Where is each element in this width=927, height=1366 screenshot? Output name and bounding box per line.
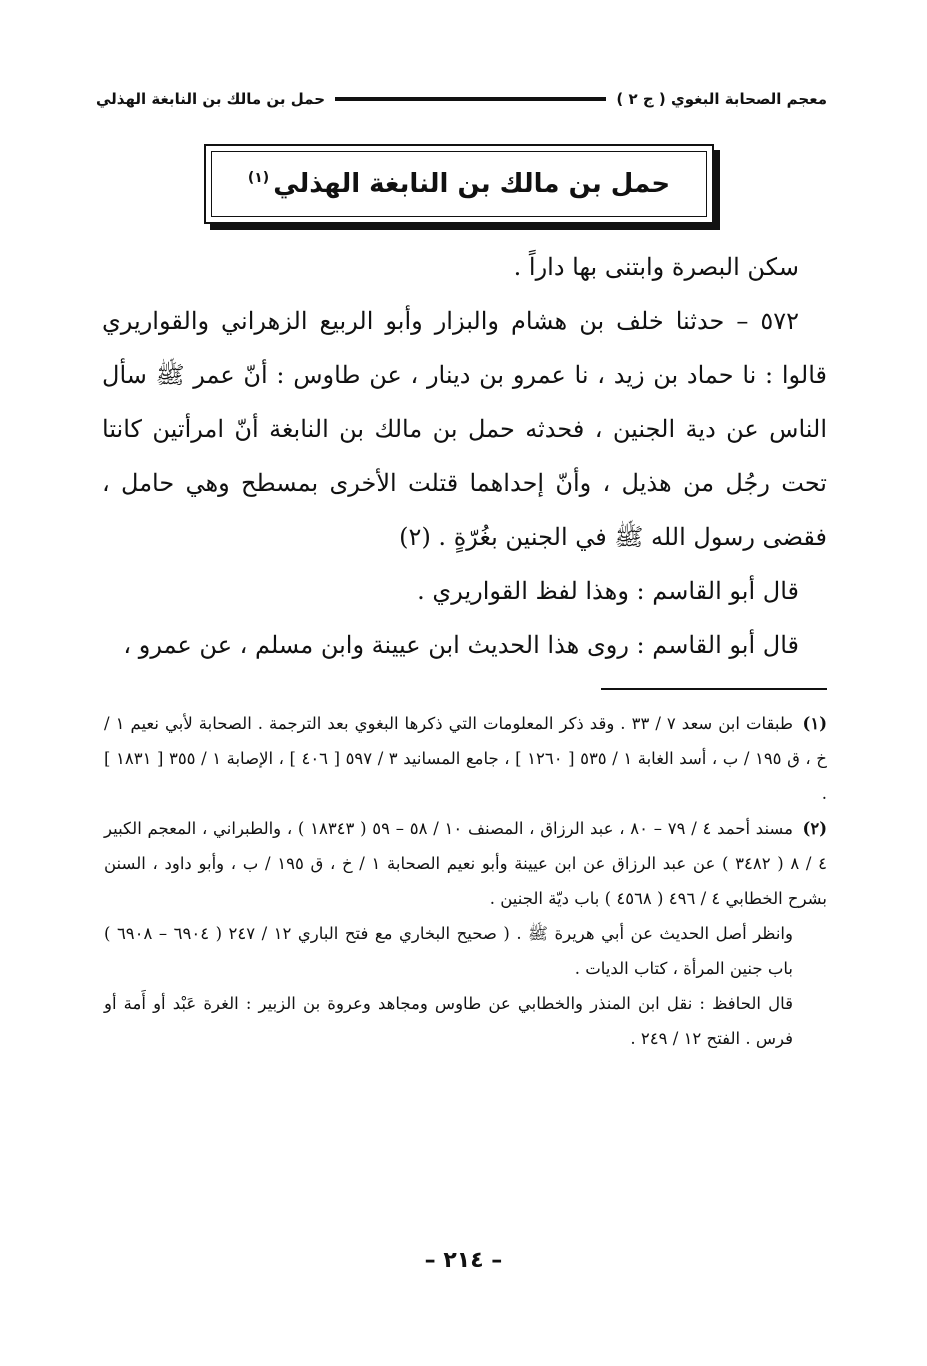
footnote-2-continued: قال الحافظ : نقل ابن المنذر والخطابي عن طاوس ومجاهد وعروة بن الزبير : الغرة عَبْد أو أَمة أو فرس . الفتح ١٢ / ٢٤٩ .	[104, 994, 793, 1048]
entry-title-box	[204, 144, 714, 224]
footnote-text: مسند أحمد ٤ / ٧٩ – ٨٠ ، عبد الرزاق ، المصنف ١٠ / ٥٨ – ٥٩ ( ١٨٣٤٣ ) ، والطبراني ، المعجم الكبير ٤ / ٨ ( ٣٤٨٢ ) عن عبد الرزاق عن ابن عيينة وأبو نعيم الصحابة ١ / خ ، ق ١٩٥ / ب ، وأبو داود ، السنن بشرح الخطابي ٤ / ٤٩٦ ( ٤٥٦٨ ) باب ديّة الجنين .	[104, 819, 827, 908]
header-rule	[335, 97, 606, 101]
footnote-2-continued: وانظر أصل الحديث عن أبي هريرة ﷺ . ( صحيح البخاري مع فتح الباري ١٢ / ٢٤٧ ( ٦٩٠٤ – ٦٩٠٨ ) باب جنين المرأة ، كتاب الديات .	[104, 924, 793, 978]
page-number: – ٢١٤ –	[424, 1248, 503, 1273]
footnote-number: (١)	[802, 714, 828, 733]
header-entry-title: حمل بن مالك بن النابغة الهذلي	[96, 90, 326, 108]
body-paragraph: سكن البصرة وابتنى بها داراً .	[513, 253, 799, 281]
hadith-paragraph: ٥٧٢ – حدثنا خلف بن هشام والبزار وأبو الربيع الزهراني والقواريري قالوا : نا حماد بن زيد ، نا عمرو بن دينار ، عن طاوس : أنّ عمر ﷺ سأل الناس عن دية الجنين ، فحدثه حمل بن مالك بن النابغة أنّ امرأتين كانتا تحت رجُل من هذيل ، وأنّ إحداهما قتلت الأخرى بمسطح وهي حامل ، فقضى رسول الله ﷺ في الجنين بغُرّةٍ . (٢)	[102, 307, 827, 551]
footnote-text: طبقات ابن سعد ٧ / ٣٣ . وقد ذكر المعلومات التي ذكرها البغوي بعد الترجمة . الصحابة لأبي نعيم ١ / خ ، ق ١٩٥ / ب ، أسد الغابة ١ / ٥٣٥ [ ١٢٦٠ ] ، جامع المسانيد ٣ / ٥٩٧ [ ٤٠٦ ] ، الإصابة ١ / ٣٥٥ [ ١٨٣١ ] .	[104, 714, 827, 803]
running-header	[96, 84, 827, 114]
body-paragraph: قال أبو القاسم : وهذا لفظ القواريري .	[417, 577, 799, 605]
footnote-1	[104, 706, 827, 811]
footnote-separator	[601, 688, 827, 690]
entry-title-text: حمل بن مالك بن النابغة الهذلي	[273, 169, 671, 199]
footnotes	[104, 706, 827, 1056]
body-text	[102, 240, 827, 672]
entry-footnote-mark: (١)	[247, 170, 270, 187]
entry-title	[248, 169, 670, 199]
footnote-number: (٢)	[802, 819, 827, 838]
footnote-2	[104, 811, 827, 916]
body-paragraph: قال أبو القاسم : روى هذا الحديث ابن عيينة وابن مسلم ، عن عمرو ،	[123, 631, 799, 659]
header-book-title: معجم الصحابة البغوي ( ج ٢ )	[616, 90, 827, 108]
